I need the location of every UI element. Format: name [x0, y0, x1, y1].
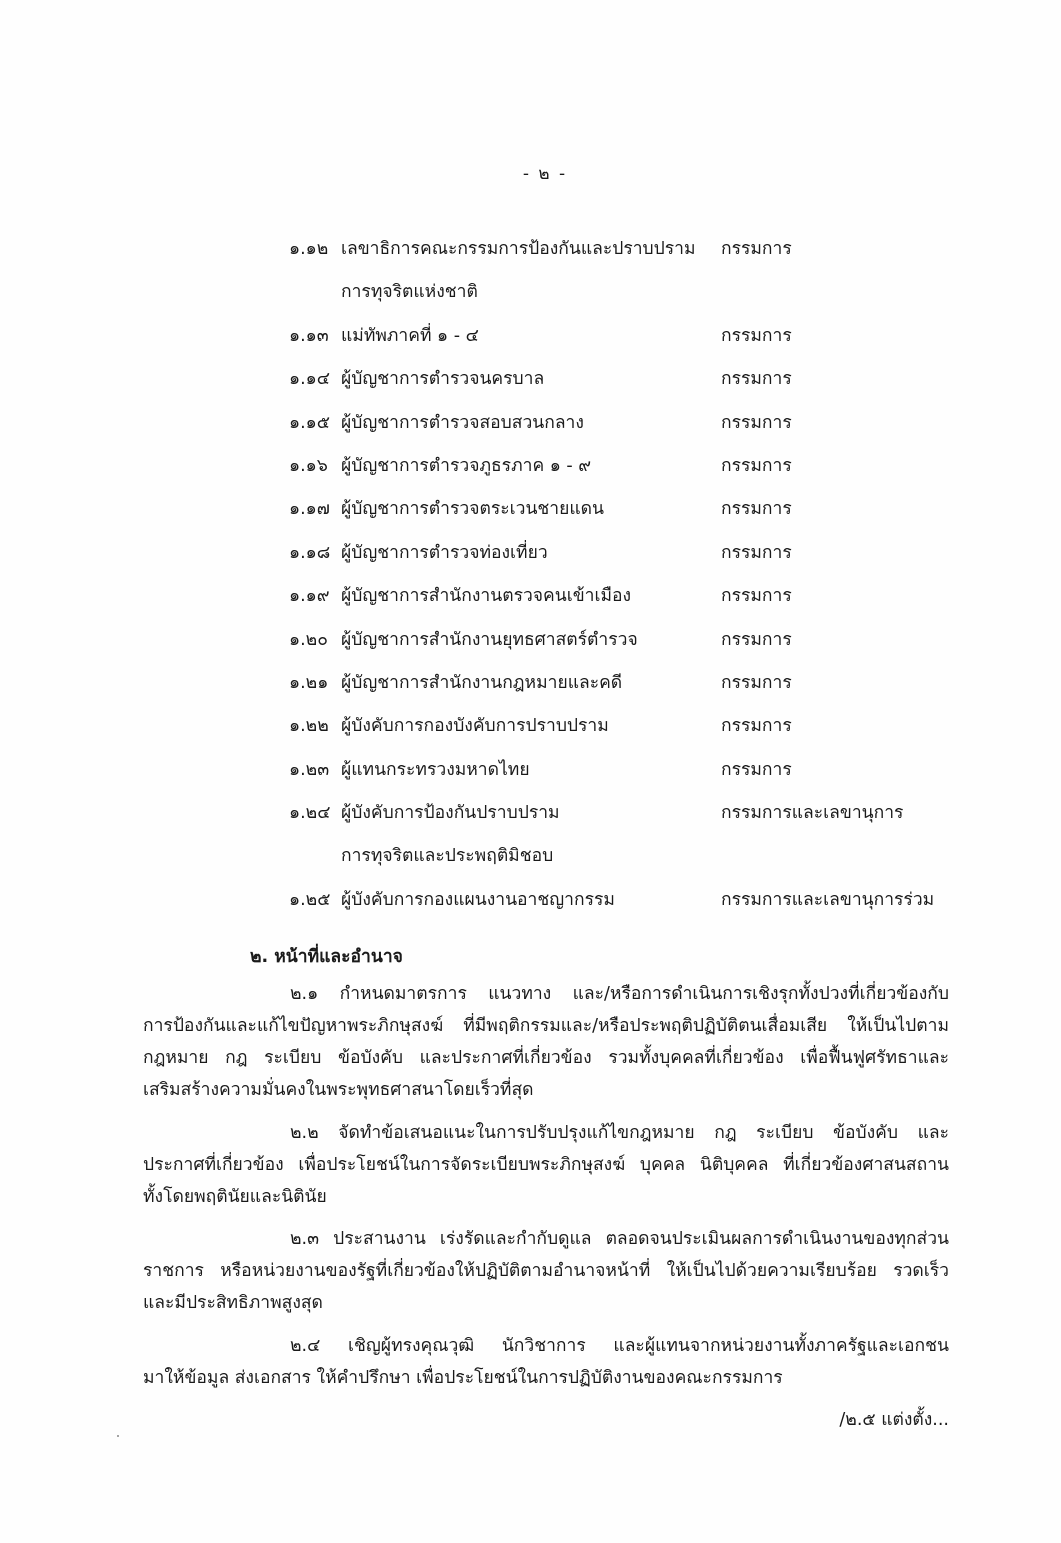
member-row	[0, 408, 1061, 451]
member-role: กรรมการและเลขานุการร่วม	[721, 889, 935, 910]
member-role: กรรมการ	[721, 672, 792, 693]
member-role: กรรมการ	[721, 455, 792, 476]
committee-member-list	[0, 234, 1061, 928]
member-number: ๑.๒๔	[289, 803, 331, 824]
member-title: ผู้บัญชาการตำรวจนครบาล	[341, 369, 545, 390]
paragraph-line: ๒.๔ เชิญผู้ทรงคุณวุฒิ นักวิชาการ และผู้แทนจากหน่วยงานทั้งภาครัฐและเอกชน	[290, 1336, 949, 1356]
member-number: ๑.๑๕	[289, 412, 331, 433]
member-row	[0, 234, 1061, 277]
member-title: ผู้บัญชาการตำรวจภูธรภาค ๑ - ๙	[341, 455, 592, 476]
member-title: เลขาธิการคณะกรรมการป้องกันและปราบปราม	[341, 239, 696, 259]
member-title: ผู้บัญชาการตำรวจท่องเที่ยว	[341, 542, 548, 563]
member-role: กรรมการ	[721, 325, 792, 346]
member-title: ผู้บัญชาการตำรวจสอบสวนกลาง	[341, 412, 584, 433]
member-title: แม่ทัพภาคที่ ๑ - ๔	[341, 325, 479, 346]
member-row	[0, 321, 1061, 364]
member-row	[0, 885, 1061, 928]
member-title: ผู้บังคับการป้องกันปราบปราม	[341, 803, 560, 824]
paragraph-line: ๒.๒ จัดทำข้อเสนอแนะในการปรับปรุงแก้ไขกฎหมาย กฎ ระเบียบ ข้อบังคับ และ	[290, 1123, 949, 1143]
member-number: ๑.๑๒	[289, 239, 329, 259]
member-row	[0, 494, 1061, 537]
member-role: กรรมการ	[721, 499, 792, 520]
paragraph-line: ประกาศที่เกี่ยวข้อง เพื่อประโยชน์ในการจัดระเบียบพระภิกษุสงฆ์ บุคคล นิติบุคคล ที่เกี่ยวข้องศาสนสถาน	[143, 1155, 949, 1175]
member-row-continuation	[0, 841, 1061, 884]
member-row	[0, 538, 1061, 581]
paragraph-line: และมีประสิทธิภาพสูงสุด	[143, 1293, 323, 1313]
member-title: ผู้บังคับการกองแผนงานอาชญากรรม	[341, 889, 615, 910]
member-role: กรรมการ	[721, 759, 792, 780]
member-role: กรรมการ	[721, 629, 792, 650]
member-row	[0, 668, 1061, 711]
page-number: - ๒ -	[522, 164, 568, 184]
member-number: ๑.๒๓	[289, 759, 330, 780]
scan-speck	[117, 1435, 119, 1437]
member-number: ๑.๑๘	[289, 542, 331, 563]
paragraph-line: ๒.๑ กำหนดมาตรการ แนวทาง และ/หรือการดำเนินการเชิงรุกทั้งปวงที่เกี่ยวข้องกับ	[290, 984, 949, 1004]
member-row	[0, 711, 1061, 754]
paragraph-line: ราชการ หรือหน่วยงานของรัฐที่เกี่ยวข้องให้ปฏิบัติตามอำนาจหน้าที่ ให้เป็นไปด้วยความเรียบร้อย รวดเร็ว	[143, 1261, 949, 1281]
member-number: ๑.๒๐	[289, 629, 328, 650]
paragraph-line: มาให้ข้อมูล ส่งเอกสาร ให้คำปรึกษา เพื่อประโยชน์ในการปฏิบัติงานของคณะกรรมการ	[143, 1368, 783, 1388]
member-title: ผู้บังคับการกองบังคับการปราบปราม	[341, 716, 609, 737]
paragraph-line: เสริมสร้างความมั่นคงในพระพุทธศาสนาโดยเร็วที่สุด	[143, 1080, 534, 1100]
duty-paragraph-2-2	[143, 1117, 949, 1213]
paragraph-line: กฎหมาย กฎ ระเบียบ ข้อบังคับ และประกาศที่เกี่ยวข้อง รวมทั้งบุคคลที่เกี่ยวข้อง เพื่อฟื้นฟูศรัทธาและ	[143, 1048, 949, 1068]
member-row	[0, 451, 1061, 494]
member-row	[0, 364, 1061, 407]
member-number: ๑.๑๖	[289, 455, 328, 476]
duty-paragraph-2-1	[143, 978, 949, 1106]
member-role: กรรมการ	[721, 369, 792, 390]
member-number: ๑.๒๕	[289, 889, 331, 910]
member-number: ๑.๑๓	[289, 325, 329, 346]
continuation-marker: /๒.๕ แต่งตั้ง...	[839, 1410, 949, 1430]
member-role: กรรมการ	[721, 542, 792, 563]
member-role: กรรมการ	[721, 716, 792, 737]
member-title-continuation: การทุจริตแห่งชาติ	[341, 282, 478, 303]
member-row	[0, 798, 1061, 841]
section-heading-duties: ๒. หน้าที่และอำนาจ	[250, 947, 403, 967]
member-title: ผู้บัญชาการสำนักงานยุทธศาสตร์ตำรวจ	[341, 629, 638, 650]
duty-paragraph-2-3	[143, 1223, 949, 1319]
member-title: ผู้บัญชาการสำนักงานกฎหมายและคดี	[341, 672, 623, 693]
member-role: กรรมการ	[721, 239, 792, 259]
member-number: ๑.๒๒	[289, 716, 329, 737]
member-title: ผู้บัญชาการตำรวจตระเวนชายแดน	[341, 499, 604, 520]
member-number: ๑.๑๗	[289, 499, 330, 520]
member-row	[0, 755, 1061, 798]
paragraph-line: ทั้งโดยพฤตินัยและนิตินัย	[143, 1187, 327, 1207]
member-number: ๑.๒๑	[289, 672, 329, 693]
member-number: ๑.๑๔	[289, 369, 331, 390]
member-row	[0, 581, 1061, 624]
duty-paragraph-2-4	[143, 1330, 949, 1394]
paragraph-line: ๒.๓ ประสานงาน เร่งรัดและกำกับดูแล ตลอดจนประเมินผลการดำเนินงานของทุกส่วน	[290, 1229, 949, 1249]
member-role: กรรมการ	[721, 586, 792, 607]
paragraph-line: การป้องกันและแก้ไขปัญหาพระภิกษุสงฆ์ ที่มีพฤติกรรมและ/หรือประพฤติปฏิบัติตนเสื่อมเสีย ให้เป็นไปตาม	[143, 1016, 949, 1036]
member-number: ๑.๑๙	[289, 586, 330, 607]
member-title: ผู้แทนกระทรวงมหาดไทย	[341, 759, 530, 780]
member-row	[0, 625, 1061, 668]
member-role: กรรมการ	[721, 412, 792, 433]
member-role: กรรมการและเลขานุการ	[721, 803, 904, 824]
member-row-continuation	[0, 277, 1061, 320]
member-title: ผู้บัญชาการสำนักงานตรวจคนเข้าเมือง	[341, 586, 632, 607]
member-title-continuation: การทุจริตและประพฤติมิชอบ	[341, 846, 554, 867]
